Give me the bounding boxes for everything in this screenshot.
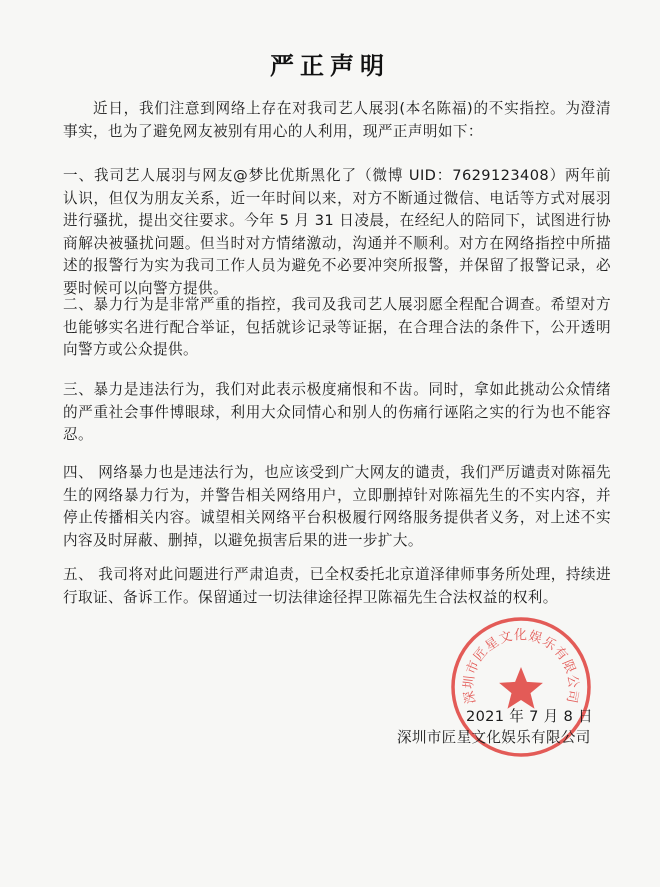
intro-paragraph: 近日，我们注意到网络上存在对我司艺人展羽(本名陈福)的不实指控。为澄清事实，也为了避免网友被别有用心的人利用，现严正声明如下： bbox=[63, 100, 611, 140]
paragraph-3: 三、暴力是违法行为，我们对此表示极度痛恨和不齿。同时，拿如此挑动公众情绪的严重社会事件博眼球，利用大众同情心和别人的伤痛行诬陷之实的行为也不能容忍。 bbox=[63, 381, 611, 443]
document-title: 严正声明 bbox=[270, 52, 390, 80]
seal-ring-text: 深圳市匠星文化娱乐有限公司 bbox=[461, 628, 581, 706]
paragraph-2: 二、暴力行为是非常严重的指控，我司及我司艺人展羽愿全程配合调查。希望对方也能够实名进行配合举证，包括就诊记录等证据，在合理合法的条件下，公开透明向警方或公众提供。 bbox=[63, 296, 611, 358]
seal-star-icon bbox=[499, 667, 543, 709]
paragraph-5: 五、 我司将对此问题进行严肃追责，已全权委托北京道泽律师事务所处理，持续进行取证、备诉工作。保留通过一切法律途径捍卫陈福先生合法权益的权利。 bbox=[63, 566, 611, 606]
paragraph-1: 一、我司艺人展羽与网友@梦比优斯黑化了（微博 UID：7629123408）两年前认识，但仅为朋友关系，近一年时间以来，对方不断通过微信、电话等方式对展羽进行骚扰，提出交往要求。今年 5 月 31 日凌晨，在经纪人的陪同下，试图进行协商解决被骚扰问题。但当时对方情绪激动，沟通并不顺利。对方在网络指控中所描述的报警行为实为我司工作人员为避免不必要冲突所报警，并保留了报警记录，必要时候可以向警方提供。 bbox=[63, 167, 611, 297]
document-date: 2021 年 7 月 8 日 bbox=[466, 708, 593, 725]
paragraph-4: 四、 网络暴力也是违法行为，也应该受到广大网友的谴责，我们严厉谴责对陈福先生的网络暴力行为，并警告相关网络用户，立即删掉针对陈福先生的不实内容，并停止传播相关内容。诚望相关网络平台积极履行网络服务提供者义务，对上述不实内容及时屏蔽、删掉，以避免损害后果的进一步扩大。 bbox=[63, 464, 611, 549]
company-name: 深圳市匠星文化娱乐有限公司 bbox=[397, 729, 591, 746]
